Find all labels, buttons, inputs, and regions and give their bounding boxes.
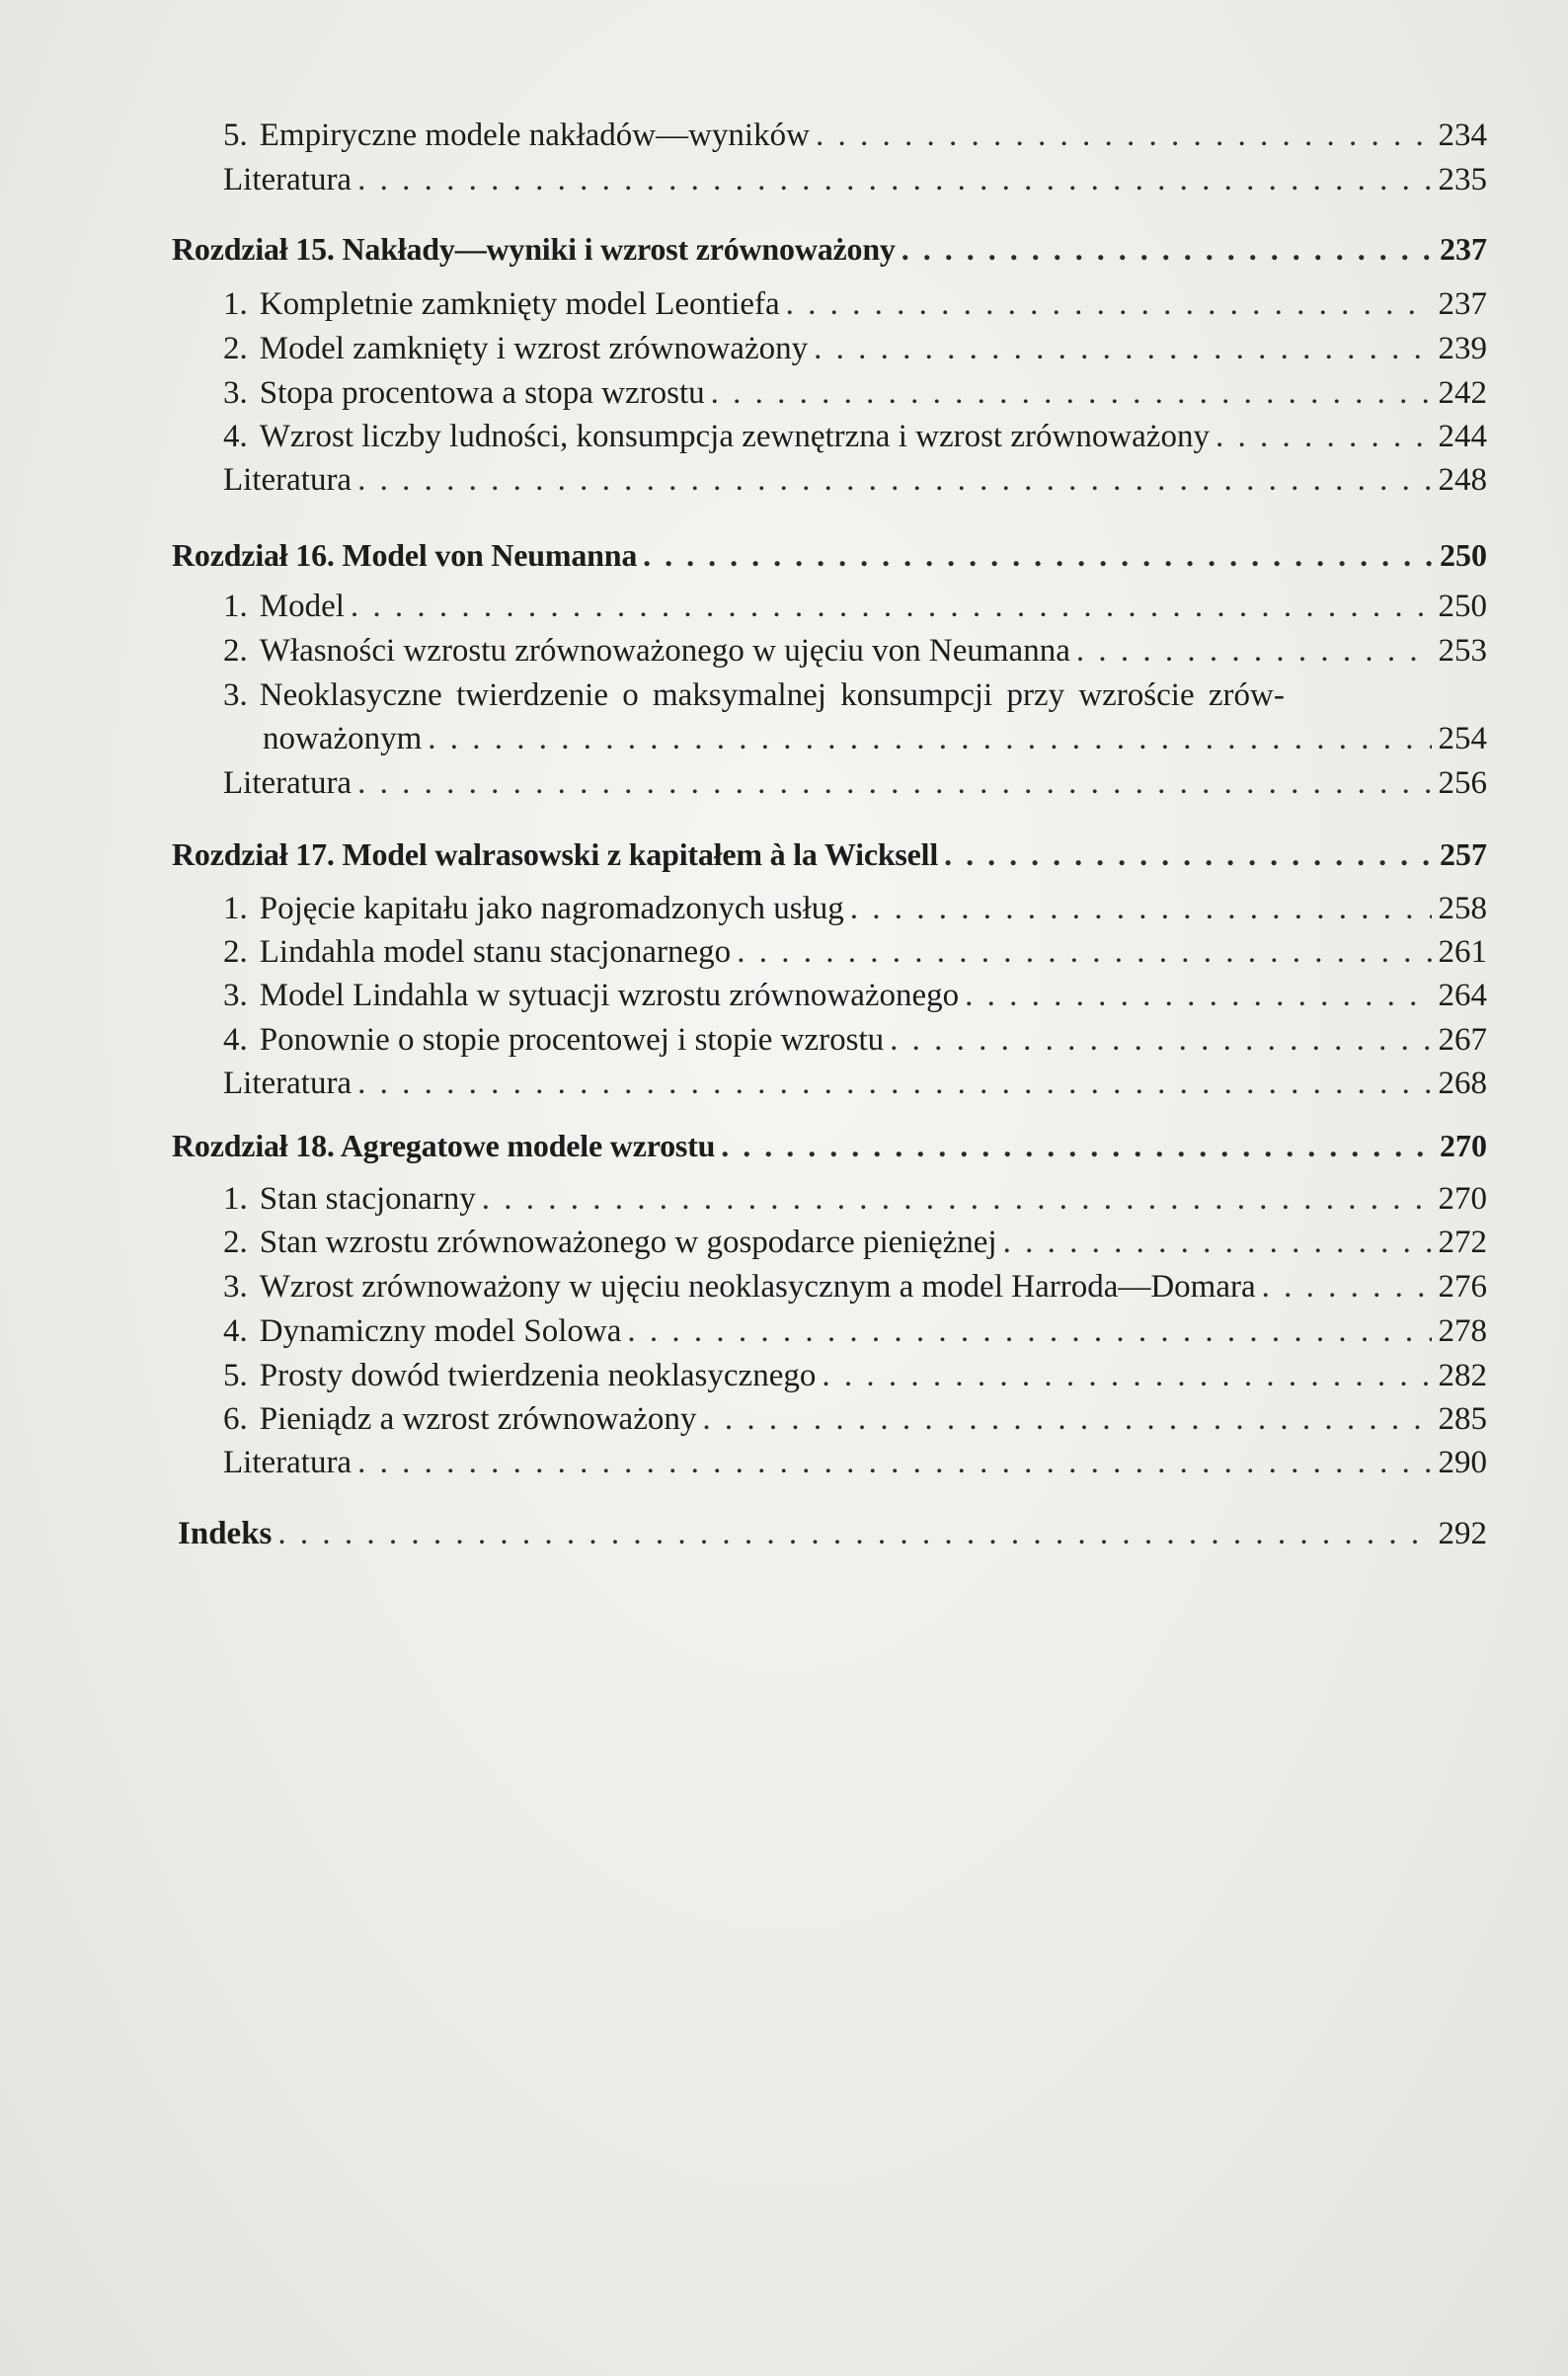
leader-dots [428, 719, 1432, 758]
entry-title: Stan wzrostu zrównoważonego w gospodarce pieniężnej [259, 1225, 997, 1260]
entry-page: 253 [1438, 633, 1487, 669]
entry-title-continued: noważonym [263, 721, 423, 756]
toc-entry[interactable] [223, 417, 1487, 456]
toc-entry-literatura[interactable] [223, 763, 1487, 803]
leader-dots [357, 160, 1432, 199]
entry-page: 261 [1438, 934, 1487, 970]
leader-dots [1215, 417, 1432, 456]
entry-page: 268 [1438, 1066, 1487, 1101]
toc-entry[interactable] [223, 1356, 1487, 1395]
entry-page: 254 [1438, 721, 1487, 756]
toc-entry-literatura[interactable] [223, 160, 1487, 199]
toc-entry[interactable] [223, 587, 1487, 626]
chapter-title: Rozdział 18. Agregatowe modele wzrostu [172, 1128, 716, 1163]
toc-entry[interactable] [223, 1311, 1487, 1351]
chapter-title: Rozdział 15. Nakłady—wyniki i wzrost zrównoważony [172, 231, 896, 267]
entry-number: 2. [223, 1225, 248, 1260]
toc-entry[interactable] [223, 932, 1487, 972]
leader-dots [357, 763, 1432, 803]
leader-dots [850, 889, 1432, 928]
toc-entry[interactable] [223, 1267, 1487, 1307]
entry-page: 248 [1438, 462, 1487, 498]
leader-dots [814, 329, 1432, 368]
leader-dots [357, 1443, 1432, 1482]
toc-entry[interactable] [223, 1399, 1487, 1439]
leader-dots [702, 1399, 1432, 1439]
entry-number: 3. [223, 677, 248, 713]
entry-number: 4. [223, 1022, 248, 1058]
toc-entry[interactable] [223, 1223, 1487, 1262]
entry-number: 3. [223, 1269, 248, 1305]
chapter-page: 250 [1440, 537, 1487, 573]
entry-title: Stan stacjonarny [259, 1181, 476, 1217]
toc-entry[interactable] [223, 631, 1487, 671]
chapter-page: 237 [1440, 231, 1487, 267]
entry-title: Pojęcie kapitału jako nagromadzonych usług [259, 891, 844, 926]
toc-entry-wrapped-line[interactable] [223, 675, 1452, 715]
entry-title: Wzrost liczby ludności, konsumpcja zewnętrzna i wzrost zrównoważony [259, 419, 1210, 454]
entry-page: 285 [1438, 1401, 1487, 1437]
entry-title: Model Lindahla w sytuacji wzrostu zrównoważonego [259, 978, 960, 1013]
toc-entry-literatura[interactable] [223, 1064, 1487, 1103]
entry-page: 278 [1438, 1313, 1487, 1349]
leader-dots [351, 587, 1432, 626]
entry-page: 239 [1438, 331, 1487, 366]
chapter-page: 257 [1440, 836, 1487, 872]
entry-number: 4. [223, 419, 248, 454]
entry-page: 290 [1438, 1445, 1487, 1480]
entry-page: 276 [1438, 1269, 1487, 1305]
entry-number: 3. [223, 978, 248, 1013]
chapter-heading[interactable] [172, 834, 1487, 874]
leader-dots [902, 229, 1432, 269]
leader-dots [890, 1020, 1432, 1060]
entry-page: 237 [1438, 286, 1487, 322]
entry-page: 267 [1438, 1022, 1487, 1058]
leader-dots [482, 1179, 1432, 1219]
entry-title: Kompletnie zamknięty model Leontiefa [259, 286, 780, 322]
entry-page: 264 [1438, 978, 1487, 1013]
leader-dots [1262, 1267, 1432, 1307]
chapter-page: 270 [1440, 1128, 1487, 1163]
entry-title: Prosty dowód twierdzenia neoklasycznego [259, 1358, 817, 1393]
chapter-heading[interactable] [172, 1126, 1487, 1165]
entry-title: Literatura [223, 765, 353, 801]
entry-number: 3. [223, 375, 248, 411]
leader-dots [711, 373, 1432, 413]
toc-entry[interactable] [223, 116, 1487, 155]
toc-entry[interactable] [223, 329, 1487, 368]
entry-title: Literatura [223, 162, 353, 198]
entry-number: 1. [223, 1181, 248, 1217]
toc-entry-literatura[interactable] [223, 1443, 1487, 1482]
entry-title: Własności wzrostu zrównoważonego w ujęciu von Neumanna [259, 633, 1070, 669]
index-page: 292 [1438, 1516, 1487, 1551]
toc-entry[interactable] [223, 889, 1487, 928]
entry-number: 2. [223, 633, 248, 669]
chapter-heading[interactable] [172, 229, 1487, 269]
leader-dots [1003, 1223, 1432, 1262]
toc-entry-continuation[interactable] [263, 719, 1487, 758]
entry-page: 235 [1438, 162, 1487, 198]
entry-title: Dynamiczny model Solowa [259, 1313, 622, 1349]
entry-number: 5. [223, 1358, 248, 1393]
entry-page: 242 [1438, 375, 1487, 411]
entry-title: Literatura [223, 1066, 353, 1101]
entry-page: 270 [1438, 1181, 1487, 1217]
leader-dots [643, 535, 1432, 575]
leader-dots [357, 1064, 1432, 1103]
toc-entry[interactable] [223, 1179, 1487, 1219]
entry-page: 250 [1438, 589, 1487, 624]
leader-dots [357, 460, 1432, 500]
leader-dots [627, 1311, 1432, 1351]
entry-title: Model zamknięty i wzrost zrównoważony [259, 331, 809, 366]
toc-entry[interactable] [223, 1020, 1487, 1060]
entry-title: Neoklasyczne twierdzenie o maksymalnej konsumpcji przy wzroście zrów- [259, 677, 1285, 713]
entry-number: 1. [223, 589, 248, 624]
entry-title: Literatura [223, 1445, 353, 1480]
leader-dots [816, 116, 1432, 155]
entry-title: Ponownie o stopie procentowej i stopie wzrostu [259, 1022, 885, 1058]
entry-number: 2. [223, 331, 248, 366]
index-entry[interactable] [178, 1514, 1487, 1553]
entry-page: 234 [1438, 118, 1487, 153]
entry-number: 5. [223, 118, 248, 153]
leader-dots [822, 1356, 1432, 1395]
entry-title: Wzrost zrównoważony w ujęciu neoklasycznym a model Harroda—Domara [259, 1269, 1256, 1305]
toc-entry[interactable] [223, 284, 1487, 324]
entry-title: Empiryczne modele nakładów—wyników [259, 118, 810, 153]
entry-page: 272 [1438, 1225, 1487, 1260]
entry-number: 2. [223, 934, 248, 970]
leader-dots [1076, 631, 1432, 671]
entry-page: 258 [1438, 891, 1487, 926]
entry-title: Literatura [223, 462, 353, 498]
entry-title: Pieniądz a wzrost zrównoważony [259, 1401, 697, 1437]
chapter-heading[interactable] [172, 535, 1487, 575]
leader-dots [277, 1514, 1432, 1553]
leader-dots [737, 932, 1432, 972]
entry-number: 1. [223, 286, 248, 322]
leader-dots [786, 284, 1432, 324]
index-title: Indeks [178, 1516, 273, 1551]
entry-page: 256 [1438, 765, 1487, 801]
entry-number: 6. [223, 1401, 248, 1437]
chapter-title: Rozdział 16. Model von Neumanna [172, 537, 638, 573]
leader-dots [965, 976, 1432, 1015]
toc-entry-literatura[interactable] [223, 460, 1487, 500]
toc-entry[interactable] [223, 976, 1487, 1015]
entry-page: 282 [1438, 1358, 1487, 1393]
leader-dots [721, 1126, 1432, 1165]
entry-number: 4. [223, 1313, 248, 1349]
entry-number: 1. [223, 891, 248, 926]
leader-dots [944, 834, 1432, 874]
entry-title: Model [259, 589, 345, 624]
entry-title: Stopa procentowa a stopa wzrostu [259, 375, 705, 411]
chapter-title: Rozdział 17. Model walrasowski z kapitałem à la Wicksell [172, 836, 939, 872]
entry-title: Lindahla model stanu stacjonarnego [259, 934, 732, 970]
toc-entry[interactable] [223, 373, 1487, 413]
entry-page: 244 [1438, 419, 1487, 454]
